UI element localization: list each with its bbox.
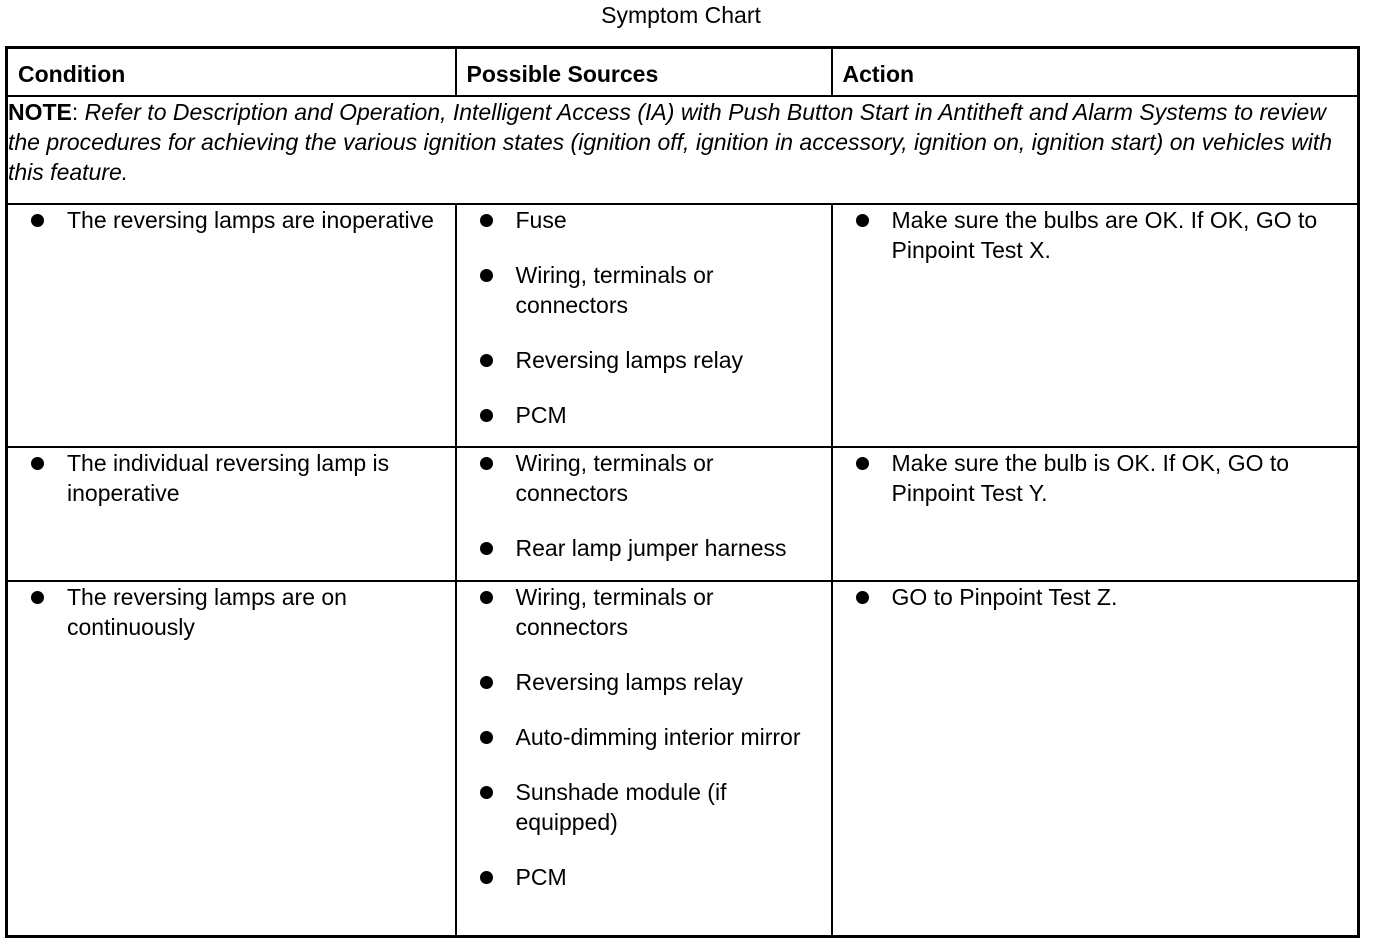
list-item xyxy=(833,448,1358,508)
list-item xyxy=(457,777,831,837)
bullet-icon xyxy=(480,269,493,282)
table-row xyxy=(7,204,1359,447)
source-text: Reversing lamps relay xyxy=(515,668,744,695)
bullet-icon xyxy=(856,214,869,227)
list-item xyxy=(457,205,831,235)
action-text: GO to Pinpoint Test Z. xyxy=(891,583,1118,610)
condition-cell xyxy=(7,581,456,937)
action-cell xyxy=(832,204,1359,447)
header-condition: Condition xyxy=(7,48,456,96)
bullet-icon xyxy=(480,409,493,422)
bullet-icon xyxy=(480,731,493,744)
action-cell xyxy=(832,581,1359,937)
bullet-icon xyxy=(31,591,44,604)
list-item xyxy=(8,582,455,642)
note-text: Refer to Description and Operation, Intelligent Access (IA) with Push Button Start in Antitheft and Alarm Systems to review the procedures for achieving the various ignition states (ignition off, ignition in accessory, ignition on, ignition start) on vehicles with this feature. xyxy=(8,98,1333,185)
list-item xyxy=(833,205,1358,265)
list-item xyxy=(457,862,831,892)
bullet-icon xyxy=(480,871,493,884)
sources-cell xyxy=(456,447,832,581)
header-possible-sources: Possible Sources xyxy=(456,48,832,96)
action-cell xyxy=(832,447,1359,581)
bullet-icon xyxy=(856,457,869,470)
source-text: Reversing lamps relay xyxy=(515,346,744,373)
note-cell xyxy=(7,96,1359,204)
bullet-icon xyxy=(856,591,869,604)
table-row xyxy=(7,581,1359,937)
source-text: Sunshade module (if equipped) xyxy=(515,778,727,835)
list-item xyxy=(457,667,831,697)
bullet-icon xyxy=(480,214,493,227)
list-item xyxy=(833,582,1358,612)
symptom-chart-table xyxy=(5,46,1360,938)
sources-cell xyxy=(456,581,832,937)
sources-cell xyxy=(456,204,832,447)
bullet-icon xyxy=(480,457,493,470)
bullet-icon xyxy=(480,676,493,689)
source-text: Fuse xyxy=(515,206,567,233)
source-text: PCM xyxy=(515,401,567,428)
source-text: Wiring, terminals or connectors xyxy=(515,583,714,640)
page-title: Symptom Chart xyxy=(601,2,761,28)
condition-text: The reversing lamps are inoperative xyxy=(67,206,434,233)
condition-text: The individual reversing lamp is inoperative xyxy=(67,449,390,506)
action-text: Make sure the bulbs are OK. If OK, GO to Pinpoint Test X. xyxy=(891,206,1318,263)
table-row xyxy=(7,447,1359,581)
note-row xyxy=(7,96,1359,204)
bullet-icon xyxy=(480,354,493,367)
condition-cell xyxy=(7,204,456,447)
bullet-icon xyxy=(480,542,493,555)
list-item xyxy=(457,400,831,430)
note-label: NOTE xyxy=(8,98,72,125)
bullet-icon xyxy=(480,786,493,799)
source-text: Rear lamp jumper harness xyxy=(515,534,787,561)
source-text: Wiring, terminals or connectors xyxy=(515,449,714,506)
bullet-icon xyxy=(31,457,44,470)
header-action: Action xyxy=(832,48,1359,96)
note-colon: : xyxy=(71,98,85,125)
condition-text: The reversing lamps are on continuously xyxy=(67,583,347,640)
header-row xyxy=(7,48,1359,96)
list-item xyxy=(457,533,831,563)
list-item xyxy=(457,260,831,320)
source-text: PCM xyxy=(515,863,567,890)
bullet-icon xyxy=(480,591,493,604)
list-item xyxy=(457,448,831,508)
list-item xyxy=(457,345,831,375)
source-text: Auto-dimming interior mirror xyxy=(515,723,801,750)
bullet-icon xyxy=(31,214,44,227)
source-text: Wiring, terminals or connectors xyxy=(515,261,714,318)
list-item xyxy=(8,448,455,508)
list-item xyxy=(457,582,831,642)
list-item xyxy=(457,722,831,752)
action-text: Make sure the bulb is OK. If OK, GO to Pinpoint Test Y. xyxy=(891,449,1290,506)
condition-cell xyxy=(7,447,456,581)
list-item xyxy=(8,205,455,235)
